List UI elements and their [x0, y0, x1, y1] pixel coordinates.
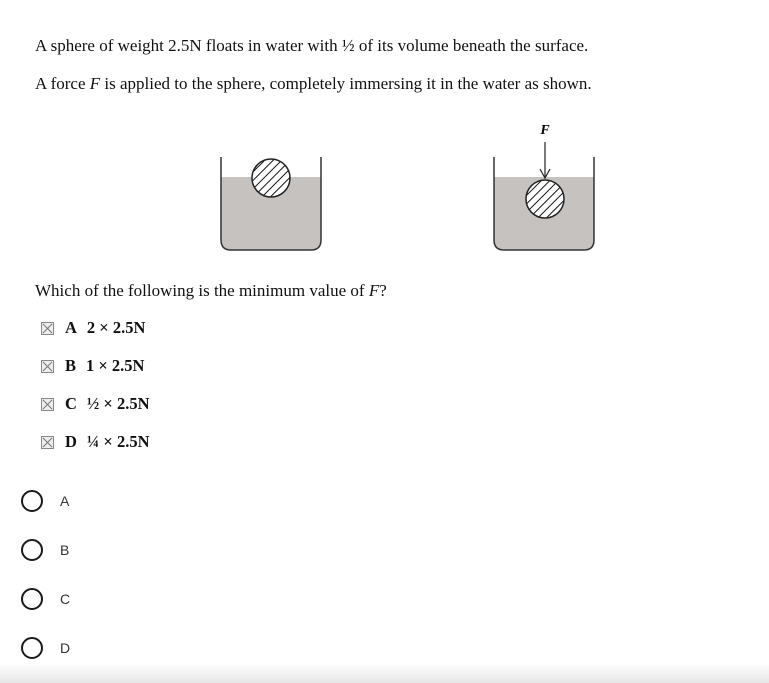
radio-button[interactable] [21, 637, 43, 659]
option-text: ¼ × 2.5N [86, 432, 150, 451]
sphere [526, 180, 564, 218]
option-text: 2 × 2.5N [86, 318, 146, 337]
radio-label: D [60, 640, 71, 656]
text: ? [379, 281, 387, 300]
force-label: F [540, 123, 550, 138]
option-b [41, 356, 144, 376]
checkbox-icon [41, 360, 54, 373]
checkbox-icon [41, 398, 54, 411]
option-letter: C [65, 394, 77, 413]
text: A force [35, 74, 90, 93]
answer-radio-d[interactable] [21, 637, 70, 659]
beaker-diagram [0, 0, 769, 280]
beaker-immersed [494, 123, 594, 250]
text: is applied to the sphere, completely immersing it in the water as shown. [100, 74, 592, 93]
checkbox-icon [41, 436, 54, 449]
force-variable: F [368, 281, 380, 300]
text: Which of the following is the minimum value of [35, 281, 369, 300]
answer-radio-c[interactable] [21, 588, 70, 610]
bottom-shadow [0, 663, 769, 683]
radio-button[interactable] [21, 588, 43, 610]
radio-button[interactable] [21, 539, 43, 561]
option-text: ½ × 2.5N [86, 394, 150, 413]
option-letter: D [65, 432, 77, 451]
answer-radio-b[interactable] [21, 539, 69, 561]
answer-radio-a[interactable] [21, 490, 69, 512]
force-variable: F [89, 74, 101, 93]
option-letter: B [65, 356, 77, 375]
radio-button[interactable] [21, 490, 43, 512]
option-a [41, 318, 145, 338]
sphere [252, 159, 290, 197]
option-text: 1 × 2.5N [86, 356, 145, 375]
option-c [41, 394, 150, 414]
question-line-1: A sphere of weight 2.5N floats in water with ½ of its volume beneath the surface. [35, 36, 589, 55]
beaker-floating [221, 157, 321, 250]
radio-label: A [60, 493, 70, 509]
question-prompt [35, 281, 387, 301]
checkbox-icon [41, 322, 54, 335]
option-letter: A [65, 318, 77, 337]
radio-label: C [60, 591, 71, 607]
radio-label: B [60, 542, 70, 558]
option-d [41, 432, 150, 452]
